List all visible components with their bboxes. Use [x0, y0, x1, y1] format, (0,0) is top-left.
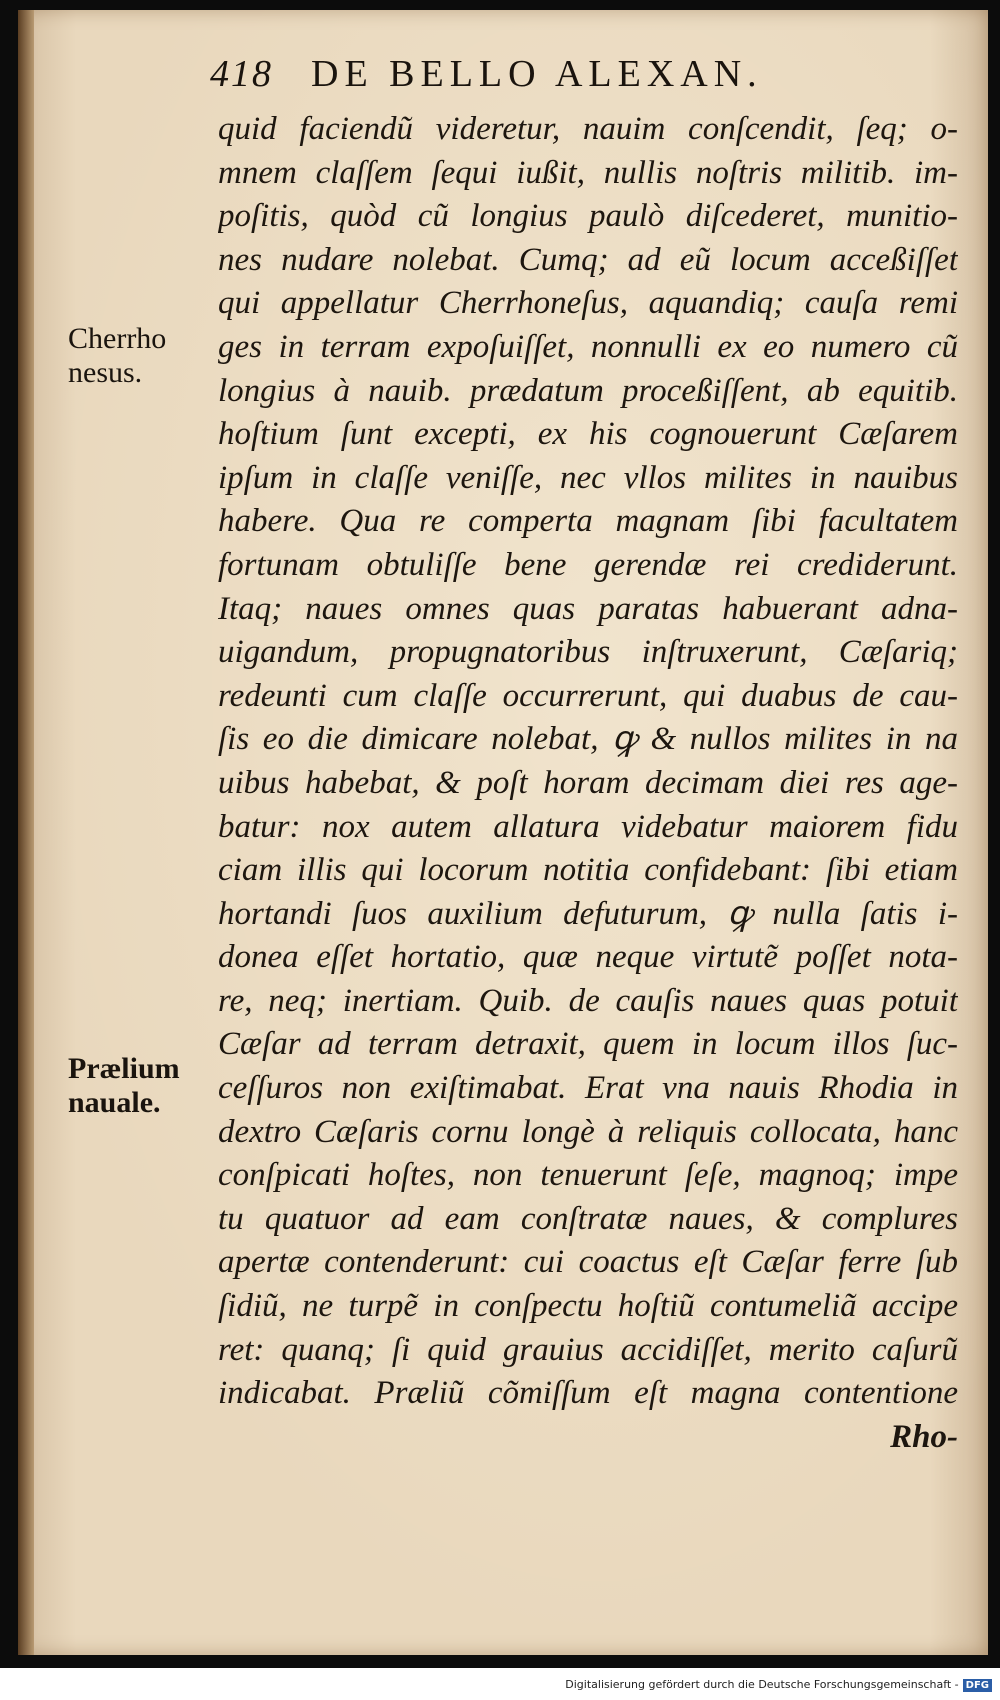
text-line: Cæſar ad terram detraxit, quem in locum illos ſuc- — [218, 1026, 958, 1063]
text-line: tu quatuor ad eam conſtratæ naues, & complures — [218, 1200, 958, 1237]
text-line: hoſtium ſunt excepti, ex his cognouerunt Cæſarem — [218, 416, 958, 453]
catchword: Rho- — [890, 1418, 958, 1455]
text-line: ciam illis qui locorum notitia confidebant: ſibi etiam — [218, 852, 958, 889]
page-number: 418 — [210, 53, 273, 95]
running-title: DE BELLO ALEXAN. — [311, 53, 763, 95]
text-line: Itaq; naues omnes quas paratas habuerant adna- — [218, 590, 958, 627]
text-line: ſis eo die dimicare nolebat, ꝙ & nullos milites in na — [218, 721, 958, 758]
text-line: poſitis, quòd cũ longius paulò diſcederet, munitio- — [218, 198, 958, 235]
text-line: ipſum in claſſe veniſſe, nec vllos milites in nauibus — [218, 459, 958, 496]
text-line: fortunam obtuliſſe bene gerendæ rei crediderunt. — [218, 546, 958, 583]
text-line: uibus habebat, & poſt horam decimam diei res age- — [218, 764, 958, 801]
text-line: qui appellatur Cherrhoneſus, aquandiq; cauſa remi — [218, 285, 958, 322]
page-gutter — [18, 10, 34, 1655]
body-text — [218, 108, 958, 1459]
dfg-logo: DFG — [963, 1679, 992, 1692]
text-line: ceſſuros non exiſtimabat. Erat vna nauis Rhodia in — [218, 1070, 958, 1107]
marginal-note-cherrhonesus — [68, 322, 166, 390]
marginal-note-line: nesus. — [68, 356, 143, 389]
text-line: donea eſſet hortatio, quæ neque virtutẽ poſſet nota- — [218, 939, 958, 976]
text-line: ſidiũ, ne turpẽ in conſpectu hoſtiũ contumeliã accipe — [218, 1288, 958, 1325]
text-line: redeunti cum claſſe occurrerunt, qui duabus de cau- — [218, 677, 958, 714]
text-line: conſpicati hoſtes, non tenuerunt ſeſe, magnoq; impe — [218, 1157, 958, 1194]
marginal-note-line: Prælium — [68, 1052, 180, 1085]
text-line: hortandi ſuos auxilium defuturum, ꝙ nulla ſatis i- — [218, 895, 958, 932]
text-line: habere. Qua re comperta magnam ſibi facultatem — [218, 503, 958, 540]
text-line: nes nudare nolebat. Cumq; ad eũ locum acceßiſſet — [218, 241, 958, 278]
text-line: mnem claſſem ſequi iußit, nullis noſtris militib. im- — [218, 154, 958, 191]
text-line: indicabat. Præliũ cõmiſſum eſt magna contentione — [218, 1375, 958, 1412]
page-header — [210, 52, 810, 96]
text-line: longius à nauib. prædatum proceßiſſent, ab equitib. — [218, 372, 958, 409]
marginal-note-line: nauale. — [68, 1086, 161, 1119]
text-line: ret: quanq; ſi quid grauius accidiſſet, merito caſurũ — [218, 1331, 958, 1368]
text-line: re, neq; inertiam. Quib. de cauſis naues quas potuit — [218, 982, 958, 1019]
text-line: uigandum, propugnatoribus inſtruxerunt, Cæſariq; — [218, 634, 958, 671]
text-line: batur: nox autem allatura videbatur maiorem fidu — [218, 808, 958, 845]
text-line: apertæ contenderunt: cui coactus eſt Cæſar ferre ſub — [218, 1244, 958, 1281]
marginal-note-line: Cherrho — [68, 322, 167, 355]
text-line: ges in terram expoſuiſſet, nonnulli ex eo numero cũ — [218, 328, 958, 365]
text-line: dextro Cæſaris cornu longè à reliquis collocata, hanc — [218, 1113, 958, 1150]
funding-credit: Digitalisierung gefördert durch die Deutsche Forschungsgemeinschaft - — [565, 1678, 959, 1691]
marginal-note-praelium — [68, 1052, 180, 1120]
digitization-footer — [565, 1678, 992, 1692]
text-line: quid faciendũ videretur, nauim conſcendit, ſeq; o- — [218, 111, 958, 147]
